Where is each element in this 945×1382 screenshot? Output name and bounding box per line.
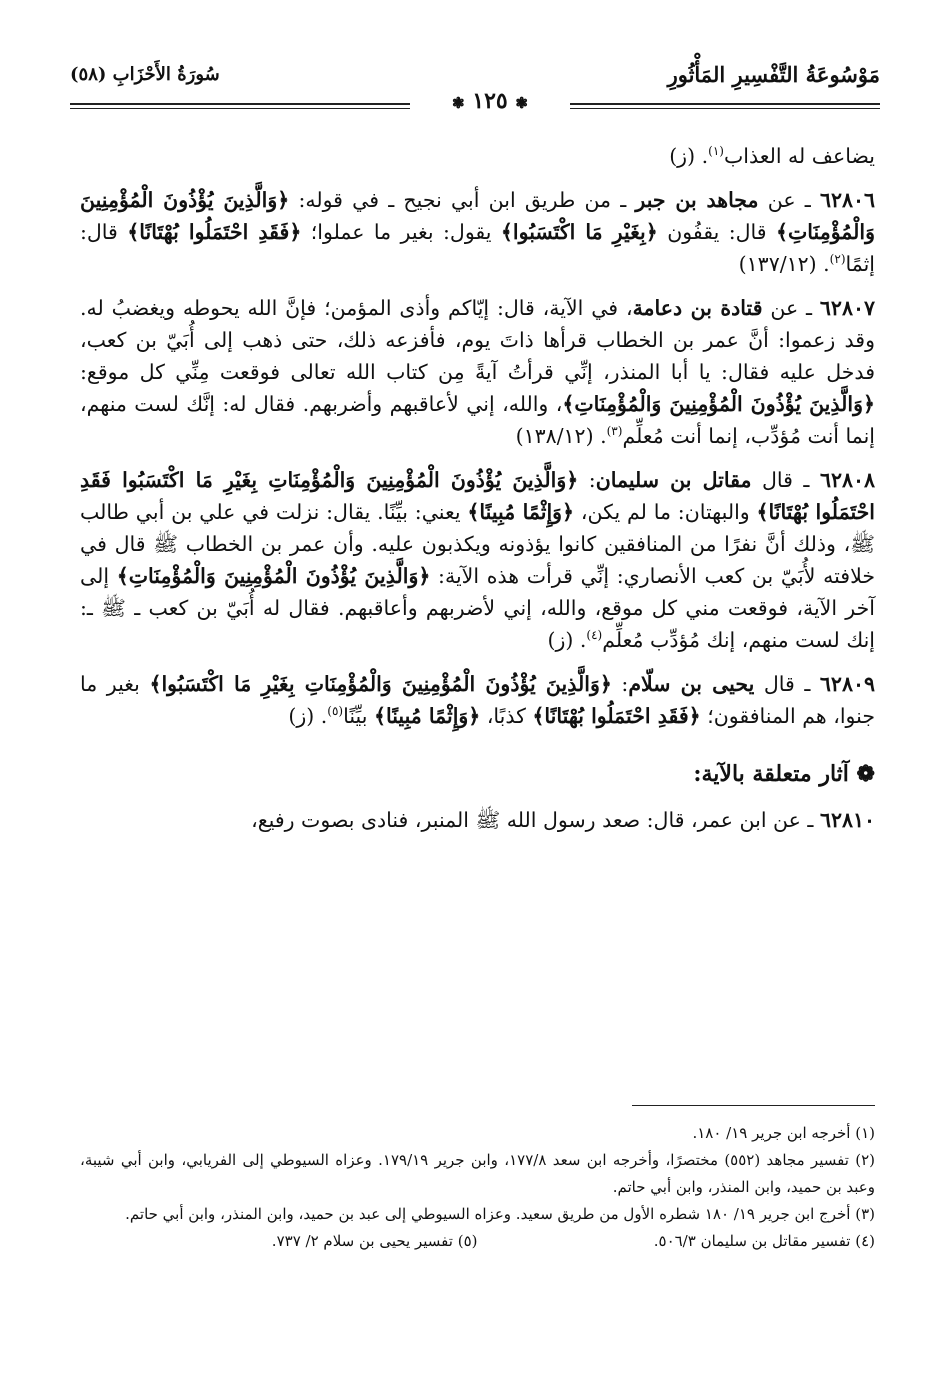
quran-quote: ﴿وَالَّذِينَ يُؤْذُونَ الْمُؤْمِنِينَ وَالْمُؤْمِنَاتِ بِغَيْرِ مَا اكْتَسَبُوا﴾ bbox=[149, 672, 612, 696]
main-text bbox=[80, 140, 875, 848]
text-run: ـ عن bbox=[762, 296, 820, 320]
text-run: بيِّنًا bbox=[343, 704, 374, 728]
text-run: قال: إثمًا bbox=[80, 220, 875, 276]
surah-name: سُورَةُ الأَحْزَابِ (٥٨) bbox=[70, 64, 220, 85]
footnote-ref: (٤) bbox=[586, 628, 603, 643]
quran-quote: ﴿بِغَيْرِ مَا اكْتَسَبُوا﴾ bbox=[500, 220, 658, 244]
quran-quote: ﴿وَإِثْمًا مُبِينًا﴾ bbox=[467, 500, 575, 524]
text-run: . (١٣٧/١٢) bbox=[738, 252, 830, 276]
text-run: ـ عن ابن عمر، قال: صعد رسول الله ﷺ المنبر، فنادى بصوت رفيع، bbox=[251, 808, 820, 832]
text-run: . (ز) bbox=[669, 144, 709, 168]
paragraph-62806 bbox=[80, 184, 875, 280]
text-run: يقول: بغير ما عملوا؛ bbox=[301, 220, 501, 244]
footnote-ref: (٢) bbox=[829, 252, 846, 267]
text-run: . (ز) bbox=[547, 628, 587, 652]
narrator-name: قتادة بن دعامة bbox=[632, 296, 763, 320]
footnote-ref: (٥) bbox=[327, 704, 344, 719]
text-run: قال: يقفُون bbox=[657, 220, 776, 244]
paragraph-62808 bbox=[80, 464, 875, 656]
footnote-rule bbox=[632, 1105, 875, 1106]
footnote-ref: (١) bbox=[708, 144, 724, 159]
narrator-name: يحيى بن سلّام bbox=[628, 672, 755, 696]
narration-number: ٦٢٨٠٩ bbox=[819, 672, 875, 696]
narration-number: ٦٢٨٠٧ bbox=[819, 296, 875, 320]
narrator-name: مقاتل بن سليمان bbox=[595, 468, 752, 492]
ornament-icon: ❃ bbox=[452, 94, 465, 112]
quran-quote: ﴿وَالَّذِينَ يُؤْذُونَ الْمُؤْمِنِينَ وَالْمُؤْمِنَاتِ﴾ bbox=[562, 392, 875, 416]
narrator-name: مجاهد بن جبر bbox=[635, 188, 759, 212]
quran-quote: ﴿وَالَّذِينَ يُؤْذُونَ الْمُؤْمِنِينَ وَالْمُؤْمِنَاتِ بِغَيْرِ مَا اكْتَسَبُوا فَقَدِ احْتَمَلُوا بُهْتَانًا﴾ bbox=[80, 468, 876, 524]
paragraph-62807 bbox=[80, 292, 875, 452]
text-run: كذبًا، bbox=[480, 704, 533, 728]
footnote-pair bbox=[80, 1228, 875, 1255]
narration-number: ٦٢٨٠٨ bbox=[819, 468, 876, 492]
text-run: يعني: بيِّنًا. يقال: نزلت في علي بن أبي طالب ﷺ، وذلك أنَّ نفرًا من المنافقين كانوا يؤذونه ويكذبون عليه. وأن عمر بن الخطاب ﷺ قال في خلافته لأُبَيّ بن كعب الأنصاري: إنِّي قرأت هذه الآية: bbox=[80, 500, 875, 588]
quran-quote: ﴿وَالَّذِينَ يُؤْذُونَ الْمُؤْمِنِينَ وَالْمُؤْمِنَاتِ﴾ bbox=[80, 188, 875, 244]
text-run: يضاعف له العذاب bbox=[723, 144, 875, 168]
footnote-4: (٤) تفسير مقاتل بن سليمان ٥٠٦/٣. bbox=[653, 1232, 875, 1250]
narration-number: ٦٢٨٠٦ bbox=[819, 188, 875, 212]
text-run: بغير ما جنوا، هم المنافقون؛ bbox=[80, 672, 875, 728]
footnote-ref: (٣) bbox=[606, 424, 623, 439]
text-run: ـ عن bbox=[758, 188, 820, 212]
text-run: ، في الآية، قال: إيّاكم وأذى المؤمن؛ فإنَّ الله يحوطه ويغضبُ له. وقد زعموا: أنَّ عمر بن الخطاب قرأها ذاتَ يوم، فأفزعه ذلك، حتى ذهب إلى أُبَيّ بن كعب، فدخل عليه فقال: يا أبا المنذر، إنِّي قرأتُ آيةً مِن كتاب الله تعالى فوقعت مِنِّي كل موقع: bbox=[80, 296, 875, 384]
text-run: ـ من طريق ابن أبي نجيح ـ في قوله: bbox=[289, 188, 636, 212]
footnote-2: (٢) تفسير مجاهد (٥٥٢) مختصرًا، وأخرجه ابن سعد ١٧٧/٨، وابن جرير ١٧٩/١٩. وعزاه السيوطي إلى الفريابي، وابن أبي شيبة، وعبد بن حميد، وابن المنذر، وابن أبي حاتم. bbox=[80, 1151, 875, 1196]
footnote-5: (٥) تفسير يحيى بن سلام ٢/ ٧٣٧. bbox=[271, 1232, 478, 1250]
text-run: . (ز) bbox=[288, 704, 328, 728]
text-run: ، والله، إني لأعاقبهم وأضربهم. فقال له: إنَّك لست منهم، إنما أنت مُؤدِّب، إنما أنت مُعلِّم bbox=[80, 392, 875, 448]
text-run: . (١٣٨/١٢) bbox=[515, 424, 607, 448]
footnote-1: (١) أخرجه ابن جرير ١٩/ ١٨٠. bbox=[692, 1124, 875, 1142]
ornament-icon: ❃ bbox=[515, 94, 528, 112]
footnotes bbox=[80, 1120, 875, 1255]
text-run: إلى آخر الآية، فوقعت مني كل موقع، والله، إني لأضربهم وأعاقبهم. فقال له أُبَيّ بن كعب ـ ﷺ ـ: إنك لست منهم، إنك مُؤدِّب مُعلِّم bbox=[80, 564, 875, 652]
text-run: : bbox=[611, 672, 629, 696]
paragraph-62809 bbox=[80, 668, 875, 732]
quran-quote: ﴿فَقَدِ احْتَمَلُوا بُهْتَانًا﴾ bbox=[127, 220, 302, 244]
text-run: : bbox=[578, 468, 596, 492]
quran-quote: ﴿وَإِثْمًا مُبِينًا﴾ bbox=[373, 704, 481, 728]
section-heading: ❁ آثار متعلقة بالآية: bbox=[693, 761, 875, 787]
quran-quote: ﴿فَقَدِ احْتَمَلُوا بُهْتَانًا﴾ bbox=[532, 704, 701, 728]
footnote-3: (٣) أخرج ابن جرير ١٩/ ١٨٠ شطره الأول من طريق سعيد. وعزاه السيوطي إلى عبد بن حميد، وابن المنذر، وابن أبي حاتم. bbox=[125, 1205, 875, 1223]
text-run: ـ قال bbox=[751, 468, 820, 492]
page-number-text: ١٢٥ bbox=[472, 88, 508, 114]
book-title: مَوْسُوعَةُ التَّفْسِيرِ المَأْثُورِ bbox=[667, 62, 880, 87]
quran-quote: ﴿وَالَّذِينَ يُؤْذُونَ الْمُؤْمِنِينَ وَالْمُؤْمِنَاتِ﴾ bbox=[116, 564, 431, 588]
narration-number: ٦٢٨١٠ bbox=[819, 808, 875, 832]
text-run: ـ قال bbox=[754, 672, 820, 696]
text-run: والبهتان: ما لم يكن، bbox=[574, 500, 757, 524]
paragraph bbox=[80, 140, 875, 172]
paragraph-62810 bbox=[80, 804, 875, 836]
page-number bbox=[410, 88, 570, 114]
